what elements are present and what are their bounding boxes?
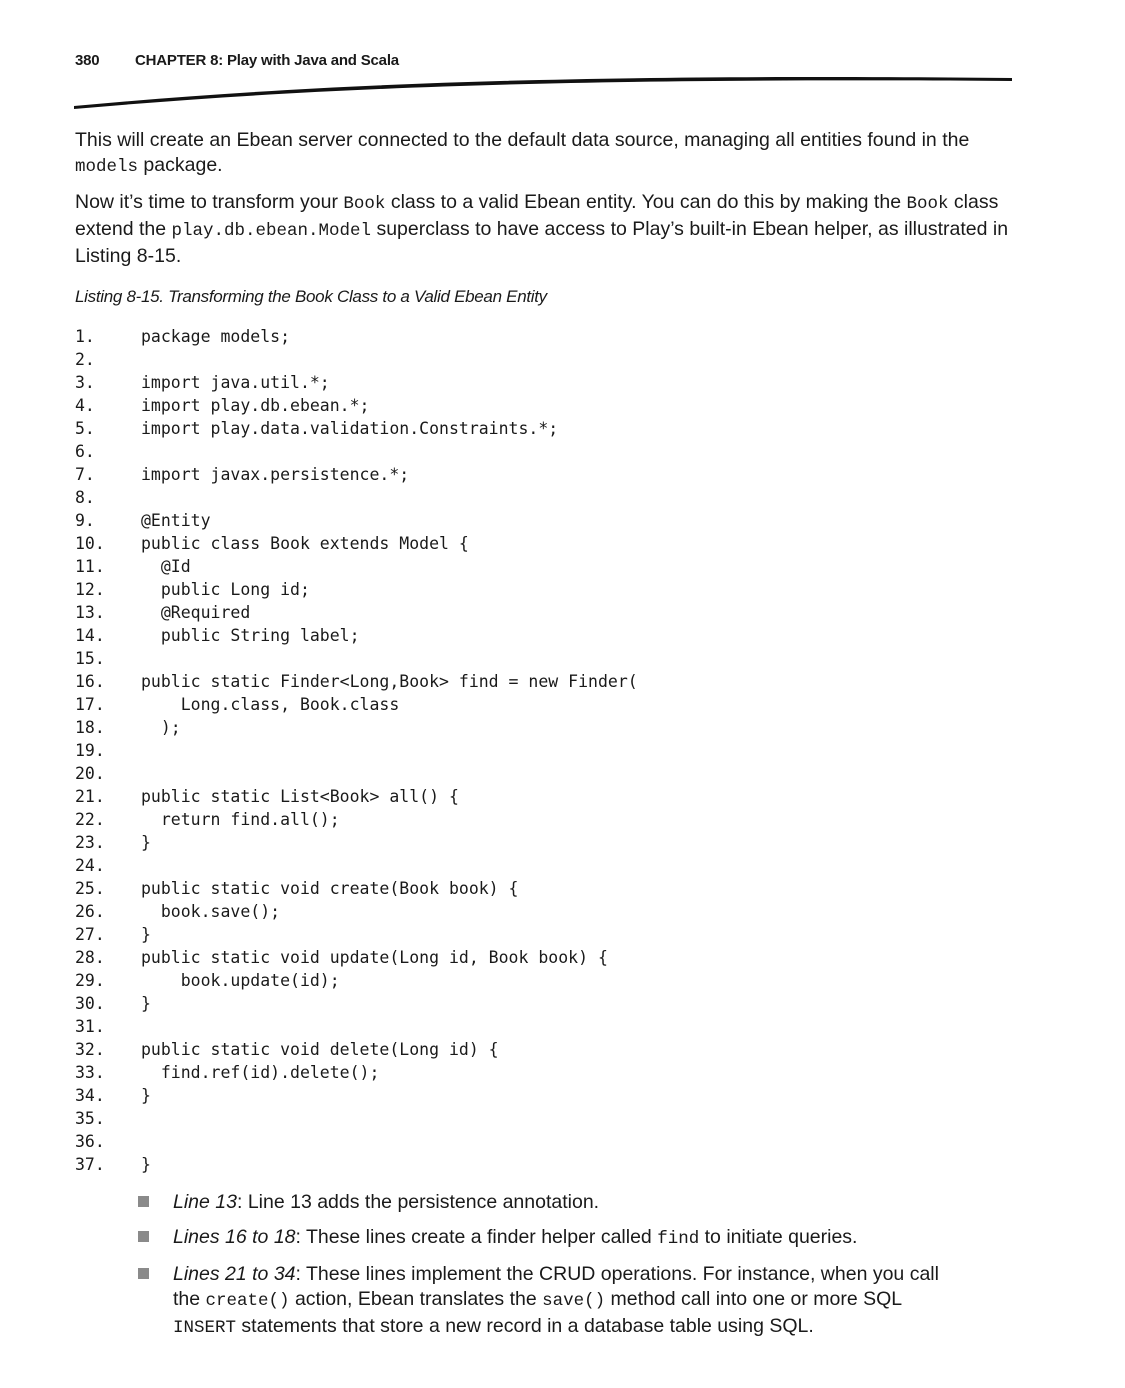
- line-number: 36.: [75, 1132, 105, 1151]
- line-number: 2.: [75, 350, 95, 369]
- line-number: 18.: [75, 718, 105, 737]
- inline-code: INSERT: [173, 1318, 237, 1338]
- line-number: 25.: [75, 879, 105, 898]
- code-text: public Long id;: [141, 580, 310, 599]
- code-text: find.ref(id).delete();: [141, 1063, 380, 1082]
- code-text: import play.db.ebean.*;: [141, 396, 370, 415]
- line-number: 29.: [75, 971, 105, 990]
- line-number: 22.: [75, 810, 105, 829]
- line-number: 19.: [75, 741, 105, 760]
- code-text: @Required: [141, 603, 251, 622]
- line-number: 26.: [75, 902, 105, 921]
- code-text: public static List<Book> all() {: [141, 787, 459, 806]
- code-text: public String label;: [141, 626, 360, 645]
- listing-caption: Listing 8-15. Transforming the Book Class to a Valid Ebean Entity: [75, 287, 547, 306]
- line-number: 5.: [75, 419, 95, 438]
- code-text: public static Finder<Long,Book> find = new Finder(: [141, 672, 638, 691]
- line-number: 28.: [75, 948, 105, 967]
- code-text: @Id: [141, 557, 191, 576]
- paragraph-ebean-server: This will create an Ebean server connected to the default data source, managing all entities found in the models package.: [75, 129, 970, 177]
- line-number: 12.: [75, 580, 105, 599]
- code-text: @Entity: [141, 511, 211, 530]
- line-number: 16.: [75, 672, 105, 691]
- code-text: import javax.persistence.*;: [141, 465, 410, 484]
- inline-code: Book: [906, 194, 949, 214]
- code-text: }: [141, 994, 151, 1013]
- paragraph-transform-book: Now it’s time to transform your Book class to a valid Ebean entity. You can do this by making the Book class extend the play.db.ebean.Model superclass to have access to Play’s built-in Ebean helper, as illustrated in Listing 8-15.: [75, 191, 1009, 267]
- code-text: return find.all();: [141, 810, 340, 829]
- code-text: book.save();: [141, 902, 281, 921]
- line-number: 15.: [75, 649, 105, 668]
- line-number: 31.: [75, 1017, 105, 1036]
- line-number: 7.: [75, 465, 95, 484]
- header-rule: [74, 72, 1016, 112]
- line-number: 10.: [75, 534, 105, 553]
- line-number: 17.: [75, 695, 105, 714]
- inline-code: find: [657, 1229, 700, 1249]
- line-number: 21.: [75, 787, 105, 806]
- line-number: 14.: [75, 626, 105, 645]
- line-number: 8.: [75, 488, 95, 507]
- line-number: 3.: [75, 373, 95, 392]
- inline-code: create(): [205, 1291, 290, 1311]
- code-text: import java.util.*;: [141, 373, 330, 392]
- code-text: package models;: [141, 327, 291, 346]
- bullet-square-icon: [138, 1231, 149, 1242]
- line-number: 30.: [75, 994, 105, 1013]
- code-text: public class Book extends Model {: [141, 534, 469, 553]
- code-text: import play.data.validation.Constraints.*;: [141, 419, 559, 438]
- line-number: 24.: [75, 856, 105, 875]
- code-text: public static void delete(Long id) {: [141, 1040, 499, 1059]
- bullet-square-icon: [138, 1268, 149, 1279]
- code-text: }: [141, 925, 151, 944]
- bullet-square-icon: [138, 1196, 149, 1207]
- inline-code: models: [75, 157, 139, 177]
- code-text: }: [141, 833, 151, 852]
- line-number: 13.: [75, 603, 105, 622]
- bullet-item: Lines 21 to 34: These lines implement the CRUD operations. For instance, when you call the create() action, Ebean translates the save() method call into one or more SQL INSERT statements that store a new record in a database table using SQL.: [138, 1262, 958, 1341]
- bullet-item: Lines 16 to 18: These lines create a finder helper called find to initiate queries.: [138, 1225, 958, 1252]
- line-number: 11.: [75, 557, 105, 576]
- code-text: }: [141, 1155, 151, 1174]
- line-number: 34.: [75, 1086, 105, 1105]
- line-number: 33.: [75, 1063, 105, 1082]
- line-number: 27.: [75, 925, 105, 944]
- line-number: 9.: [75, 511, 95, 530]
- inline-code: play.db.ebean.Model: [171, 221, 372, 241]
- line-number: 6.: [75, 442, 95, 461]
- line-number: 20.: [75, 764, 105, 783]
- line-number: 35.: [75, 1109, 105, 1128]
- code-text: book.update(id);: [141, 971, 340, 990]
- bullet-list: [138, 1190, 958, 1351]
- code-text: public static void update(Long id, Book book) {: [141, 948, 608, 967]
- line-number: 32.: [75, 1040, 105, 1059]
- line-number: 23.: [75, 833, 105, 852]
- code-text: }: [141, 1086, 151, 1105]
- code-text: public static void create(Book book) {: [141, 879, 519, 898]
- line-number: 37.: [75, 1155, 105, 1174]
- code-text: );: [141, 718, 181, 737]
- inline-code: save(): [542, 1291, 606, 1311]
- inline-code: Book: [343, 194, 386, 214]
- line-number: 1.: [75, 327, 95, 346]
- page-number: 380: [75, 52, 100, 69]
- bullet-item: Line 13: Line 13 adds the persistence annotation.: [138, 1190, 958, 1215]
- line-number: 4.: [75, 396, 95, 415]
- code-text: Long.class, Book.class: [141, 695, 400, 714]
- chapter-title: CHAPTER 8: Play with Java and Scala: [135, 52, 399, 69]
